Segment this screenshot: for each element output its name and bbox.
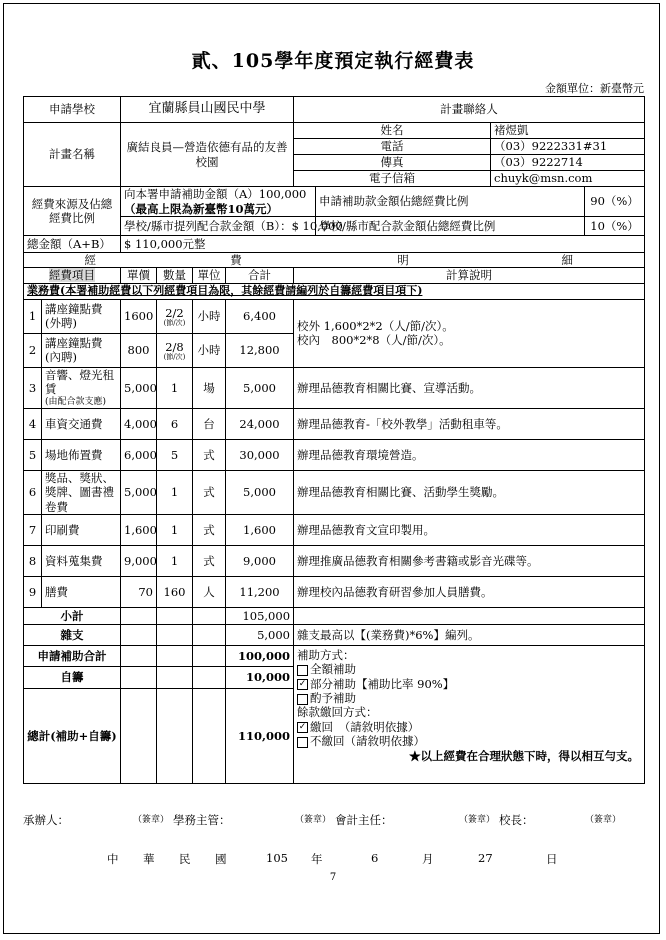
item-unit: 式 — [193, 439, 226, 470]
subtotal-label: 小計 — [24, 607, 121, 624]
checkbox[interactable] — [297, 737, 308, 748]
item-unit: 式 — [193, 514, 226, 545]
date-month: 6 — [371, 851, 379, 865]
group-header-left: 經 — [24, 253, 157, 268]
currency-unit: 金額單位：新臺幣元 — [545, 82, 644, 95]
desc-line: 校外 1,600*2*2（人/節/次）。 — [297, 318, 454, 333]
date-char: 華 — [143, 852, 155, 866]
desc-line: 校內 800*2*8（人/節/次）。 — [297, 333, 451, 348]
page-number: 7 — [329, 872, 337, 883]
ministry-request — [121, 187, 316, 217]
item-unit: 場 — [193, 367, 226, 408]
item-price: 800 — [121, 333, 157, 367]
item-name: 講座鐘點費(外聘) — [42, 299, 121, 333]
item-price: 5,000 — [121, 367, 157, 408]
item-qty: 1 — [157, 470, 193, 514]
checkbox[interactable] — [297, 665, 308, 676]
contact-value: chuyk@msn.com — [491, 171, 645, 187]
school-ratio: 10（%） — [585, 217, 645, 236]
item-desc: 辦理品德教育相關比賽、活動學生獎勵。 — [294, 470, 645, 514]
contact-label: 姓名 — [294, 123, 491, 139]
group-header-right2: 細 — [491, 253, 645, 268]
item-name: 講座鐘點費(內聘) — [42, 333, 121, 367]
item-desc: 辦理推廣品德教育相關參考書籍或影音光碟等。 — [294, 545, 645, 576]
item-desc: 辦理品德教育環境營造。 — [294, 439, 645, 470]
contact-label: 電話 — [294, 139, 491, 155]
subtotal-value: 105,000 — [226, 607, 294, 624]
item-name: 場地佈置費 — [42, 439, 121, 470]
ministry-ratio: 90（%） — [585, 187, 645, 217]
item-no: 1 — [24, 299, 42, 333]
col-item: 經費項目 — [24, 268, 121, 283]
item-name: 膳費 — [42, 576, 121, 607]
stamp: （簽章） — [459, 815, 496, 825]
school-name: 宜蘭縣員山國民中學 — [121, 97, 294, 123]
date-month-label: 月 — [422, 852, 434, 866]
item-total: 1,600 — [226, 514, 294, 545]
budget-table — [23, 96, 645, 784]
contact-header: 計畫聯絡人 — [294, 97, 645, 123]
col-unit: 單位 — [193, 268, 226, 283]
aid-option: ✓ 部分補助【補助比率 90%】 — [298, 676, 455, 691]
contact-value: （03）9222714 — [491, 155, 645, 171]
item-desc: 辦理校內品德教育研習參加人員膳費。 — [294, 576, 645, 607]
contact-label: 傳真 — [294, 155, 491, 171]
item-price: 70 — [121, 576, 157, 607]
self-funded-label: 自籌 — [24, 666, 121, 688]
grant-total-label: 申請補助合計 — [24, 645, 121, 666]
total-amount-value: $ 110,000元整 — [121, 236, 645, 253]
item-name: 音響、燈光租賃 (由配合款支應) — [42, 367, 121, 408]
item-total: 9,000 — [226, 545, 294, 576]
item-total: 30,000 — [226, 439, 294, 470]
school-ratio-label: 學校/縣市配合款金額佔總經費比例 — [316, 217, 585, 236]
item-qty: 1 — [157, 545, 193, 576]
misc-label: 雜支 — [24, 624, 121, 645]
contact-value: （03）9222331#31 — [491, 139, 645, 155]
item-total: 11,200 — [226, 576, 294, 607]
misc-value: 5,000 — [226, 624, 294, 645]
item-no: 2 — [24, 333, 42, 367]
group-header-right1: 明 — [316, 253, 491, 268]
grant-total-value: 100,000 — [226, 645, 294, 666]
checkbox[interactable] — [297, 694, 308, 705]
item-name: 印刷費 — [42, 514, 121, 545]
item-desc: 辦理品德教育文宣印製用。 — [294, 514, 645, 545]
item-name: 車資交通費 — [42, 408, 121, 439]
item-price: 1,600 — [121, 514, 157, 545]
item-qty: 160 — [157, 576, 193, 607]
date-day: 27 — [478, 851, 493, 865]
grand-total-label: 總計(補助+自籌) — [24, 688, 121, 783]
item-name: 獎品、獎狀、獎牌、圖書禮卷費 — [42, 470, 121, 514]
item-total: 12,800 — [226, 333, 294, 367]
item-total: 6,400 — [226, 299, 294, 333]
school-matching-amount: 學校/縣市提列配合款金額（B）：$ 10,000 — [121, 217, 316, 236]
col-quantity: 數量 — [157, 268, 193, 283]
item-no: 7 — [24, 514, 42, 545]
item-unit: 小時 — [193, 299, 226, 333]
item-name: 資料蒐集費 — [42, 545, 121, 576]
aid-note: ★以上經費在合理狀態下時，得以相互勻支。 — [409, 748, 640, 763]
handler-label: 承辦人： — [23, 813, 69, 827]
business-note: 業務費(本署補助經費以下列經費項目為限，其餘經費請編列於自籌經費項目項下) — [24, 283, 645, 299]
stamp: （簽章） — [585, 815, 622, 825]
item-no: 9 — [24, 576, 42, 607]
ministry-ratio-label: 申請補助款金額佔總經費比例 — [316, 187, 585, 217]
refund-label: 餘款繳回方式： — [297, 705, 378, 720]
plan-name: 廣結良員—營造依德有品的友善校園 — [121, 123, 294, 187]
item-total: 5,000 — [226, 367, 294, 408]
item-price: 4,000 — [121, 408, 157, 439]
item-qty: 1 — [157, 367, 193, 408]
item-unit: 式 — [193, 470, 226, 514]
aid-option: 酌予補助 — [297, 691, 641, 705]
col-unit-price: 單價 — [121, 268, 157, 283]
item-no: 4 — [24, 408, 42, 439]
stamp: （簽章） — [133, 815, 170, 825]
checkbox[interactable]: ✓ — [298, 679, 307, 690]
col-description: 計算說明 — [294, 268, 645, 283]
checkbox[interactable]: ✓ — [298, 722, 307, 733]
item-desc: 辦理品德教育相關比賽、宣導活動。 — [294, 367, 645, 408]
date-year: 105 — [266, 851, 288, 865]
plan-name-label: 計畫名稱 — [24, 123, 121, 187]
aid-option: 全額補助 — [297, 662, 641, 676]
date-year-label: 年 — [311, 852, 323, 866]
school-label: 申請學校 — [24, 97, 121, 123]
contact-label: 電子信箱 — [294, 171, 491, 187]
affairs-label: 學務主管： — [173, 813, 231, 827]
item-total: 24,000 — [226, 408, 294, 439]
item-unit: 台 — [193, 408, 226, 439]
ministry-line1: 向本署申請補助金額（A）100,000 — [124, 187, 307, 202]
item-unit: 小時 — [193, 333, 226, 367]
date-char: 民 — [179, 852, 191, 866]
item-price: 5,000 — [121, 470, 157, 514]
principal-label: 校長： — [499, 813, 534, 827]
date-char: 國 — [215, 852, 227, 866]
item-qty: 1 — [157, 514, 193, 545]
item-no: 8 — [24, 545, 42, 576]
aid-block — [294, 645, 645, 783]
item-qty: 2/2 (節/次) — [157, 299, 193, 333]
item-qty: 5 — [157, 439, 193, 470]
item-unit: 人 — [193, 576, 226, 607]
item-qty: 2/8 (節/次) — [157, 333, 193, 367]
item-no: 3 — [24, 367, 42, 408]
stamp: （簽章） — [295, 815, 332, 825]
item-no: 5 — [24, 439, 42, 470]
misc-desc: 雜支最高以【(業務費)*6%】編列。 — [294, 624, 645, 645]
accounting-label: 會計主任： — [335, 813, 393, 827]
item-price: 1600 — [121, 299, 157, 333]
contact-value: 褚煜凱 — [491, 123, 645, 139]
refund-option: ✓ 繳回 （請敘明依據） — [298, 719, 420, 734]
item-total: 5,000 — [226, 470, 294, 514]
item-desc-1-2 — [294, 299, 645, 367]
date-char: 中 — [107, 852, 119, 866]
ministry-line2: （最高上限為新臺幣10萬元） — [124, 201, 279, 216]
col-subtotal: 合計 — [226, 268, 294, 283]
self-funded-value: 10,000 — [226, 666, 294, 688]
item-no: 6 — [24, 470, 42, 514]
funding-source-label: 經費來源及佔總經費比例 — [24, 187, 121, 236]
group-header-mid: 費 — [157, 253, 316, 268]
item-qty: 6 — [157, 408, 193, 439]
item-price: 6,000 — [121, 439, 157, 470]
grand-total-value: 110,000 — [226, 688, 294, 783]
item-price: 9,000 — [121, 545, 157, 576]
refund-option: 不繳回（請敘明依據） — [297, 734, 641, 748]
page-title: 貳、105學年度預定執行經費表 — [191, 50, 475, 72]
item-unit: 式 — [193, 545, 226, 576]
total-amount-label: 總金額（A+B） — [24, 236, 121, 253]
aid-method-label: 補助方式： — [297, 647, 355, 662]
item-desc: 辦理品德教育-「校外教學」活動租車等。 — [294, 408, 645, 439]
date-day-label: 日 — [546, 852, 558, 866]
